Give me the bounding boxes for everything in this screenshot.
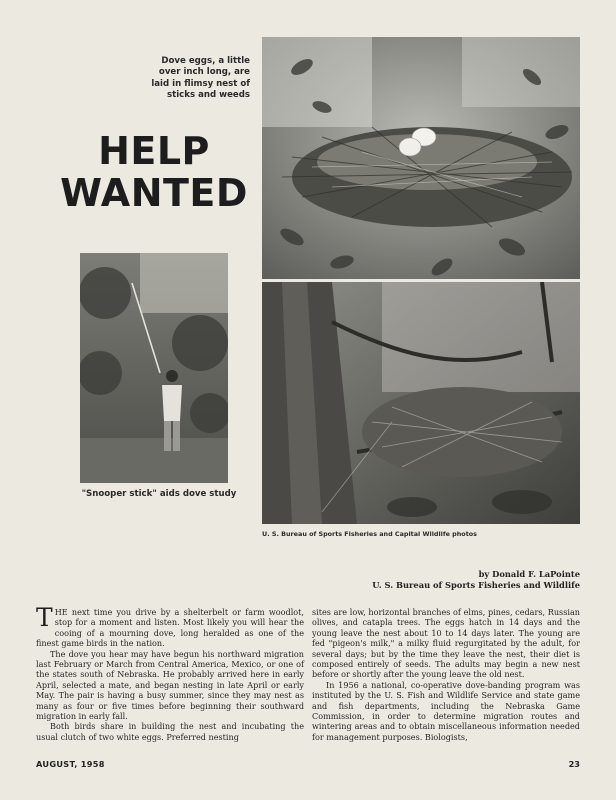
article-column-left bbox=[36, 603, 304, 742]
snooper-photo-caption: "Snooper stick" aids dove study bbox=[81, 489, 237, 499]
author-name: by Donald F. LaPointe bbox=[478, 569, 580, 579]
title-line-2: WANTED bbox=[60, 171, 248, 215]
article-paragraph: sites are low, horizontal branches of elms, pines, cedars, Russian olives, and catapla trees. The eggs hatch in 14 days and the young leave the nest about 10 to 14 days later. The young are fed "pigeon's milk," a milky fluid regurgitated by the adult, for several days; but by the time they leave the nest, their diet is composed entirely of seeds. The adults may begin a new nest before or shortly after the young leave the old nest. bbox=[312, 607, 580, 680]
article-paragraph: Both birds share in building the nest and incubating the usual clutch of two white eggs. Preferred nesting bbox=[36, 721, 304, 742]
title-line-1: HELP bbox=[98, 129, 210, 173]
issue-date: AUGUST, 1958 bbox=[36, 759, 105, 769]
author-affiliation: U. S. Bureau of Sports Fisheries and Wildlife bbox=[372, 580, 580, 590]
drop-cap: T bbox=[36, 603, 53, 632]
article-paragraph: In 1956 a national, co-operative dove-banding program was instituted by the U. S. Fish and Wildlife Service and state game and fish departments, including the Nebraska Game Commission, in order to determine migration routes and wintering areas and to obtain miscellaneous information needed for management purposes. Biologists, bbox=[312, 679, 580, 742]
snooper-stick-photo bbox=[80, 253, 228, 483]
article-paragraph: The dove you hear may have begun his northward migration last February or March from Central America, Mexico, or one of the states south of Nebraska. He probably arrived here in early April, selected a mate, and began nesting in late April or early May. The pair is having a busy summer, since they may nest as many as four or five times before beginning their southward migration in early fall. bbox=[36, 648, 304, 722]
article-paragraph bbox=[36, 603, 304, 649]
page-title bbox=[56, 130, 252, 214]
page-number: 23 bbox=[568, 759, 580, 769]
article-column-right bbox=[312, 607, 580, 742]
eggs-photo-caption: Dove eggs, a little over inch long, are laid in flimsy nest of sticks and weeds bbox=[151, 56, 250, 101]
paragraph-text: HE next time you drive by a shelterbelt or farm woodlot, stop for a moment and listen. Most likely you will hear the cooing of a mourning dove, long heralded as one of the finest game birds in the nation. bbox=[36, 607, 304, 649]
byline bbox=[300, 569, 580, 591]
photo-credit: U. S. Bureau of Sports Fisheries and Capital Wildlife photos bbox=[262, 530, 477, 538]
nest-with-eggs-photo bbox=[262, 37, 580, 279]
nest-in-tree-photo bbox=[262, 282, 580, 524]
